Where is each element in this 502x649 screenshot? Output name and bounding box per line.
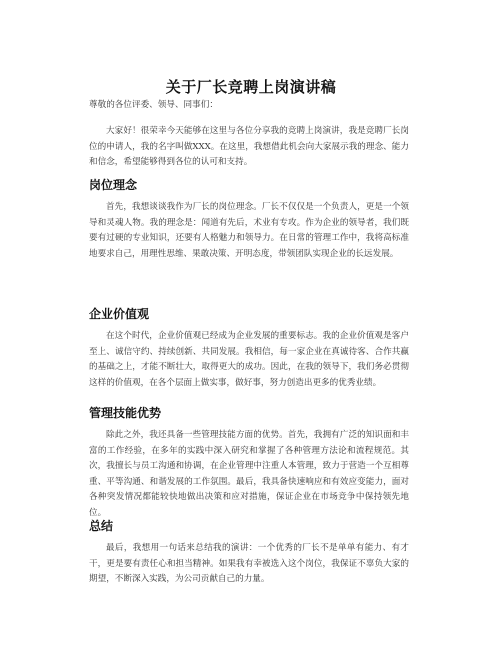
salutation: 尊敬的各位评委、领导、同事们： [89, 100, 218, 110]
intro-paragraph: 大家好！很荣幸今天能够在这里与各位分享我的竞聘上岗演讲，我是竞聘厂长岗位的申请人，我的名字叫做XXX。在这里，我想借此机会向大家展示我的理念、能力和信念，希望能够得到各位的认可和支持。 [89, 126, 409, 168]
section-body-corporate-values: 在这个时代，企业价值观已经成为企业发展的重要标志。我的企业价值观是客户至上、诚信守约、持续创新、共同发展。我相信，每一家企业在真诚待客、合作共赢的基础之上，才能不断壮大，取得更大的成功。因此，在我的领导下，我们务必贯彻这样的价值观，在各个层面上做实事，做好事，努力创造出更多的优秀业绩。 [89, 331, 409, 388]
section-body-position-philosophy: 首先，我想谈谈我作为厂长的岗位理念。厂长不仅仅是一个负责人，更是一个领导和灵魂人物。我的理念是：闻道有先后，术业有专攻。作为企业的领导者，我们既要有过硬的专业知识，还要有人格魅力和领导力。在日常的管理工作中，我将高标准地要求自己，用理性思维、果敢决策、开明态度，带领团队实现企业的长远发展。 [89, 202, 409, 259]
document-title: 关于厂长竞聘上岗演讲稿 [165, 78, 337, 96]
section-body-summary: 最后，我想用一句话来总结我的演讲：一个优秀的厂长不是单单有能力、有才干，更是要有责任心和担当精神。如果我有幸被选入这个岗位，我保证不辜负大家的期望，不断深入实践，为公司贡献自己的力量。 [89, 543, 409, 585]
section-heading-management-skills: 管理技能优势 [89, 406, 162, 420]
section-body-management-skills: 除此之外，我还具备一些管理技能方面的优势。首先，我拥有广泛的知识面和丰富的工作经验，在多年的实践中深入研究和掌握了各种管理方法论和流程规范。其次，我擅长与员工沟通和协调，在企业管理中注重人本管理，致力于营造一个互相尊重、平等沟通、和谐发展的工作氛围。最后，我具备快速响应和有效应变能力，面对各种突发情况都能较快地做出决策和应对措施，保证企业在市场竞争中保持领先地位。 [89, 430, 409, 518]
section-heading-summary: 总结 [89, 519, 114, 533]
section-heading-corporate-values: 企业价值观 [89, 307, 150, 321]
section-heading-position-philosophy: 岗位理念 [89, 178, 138, 192]
